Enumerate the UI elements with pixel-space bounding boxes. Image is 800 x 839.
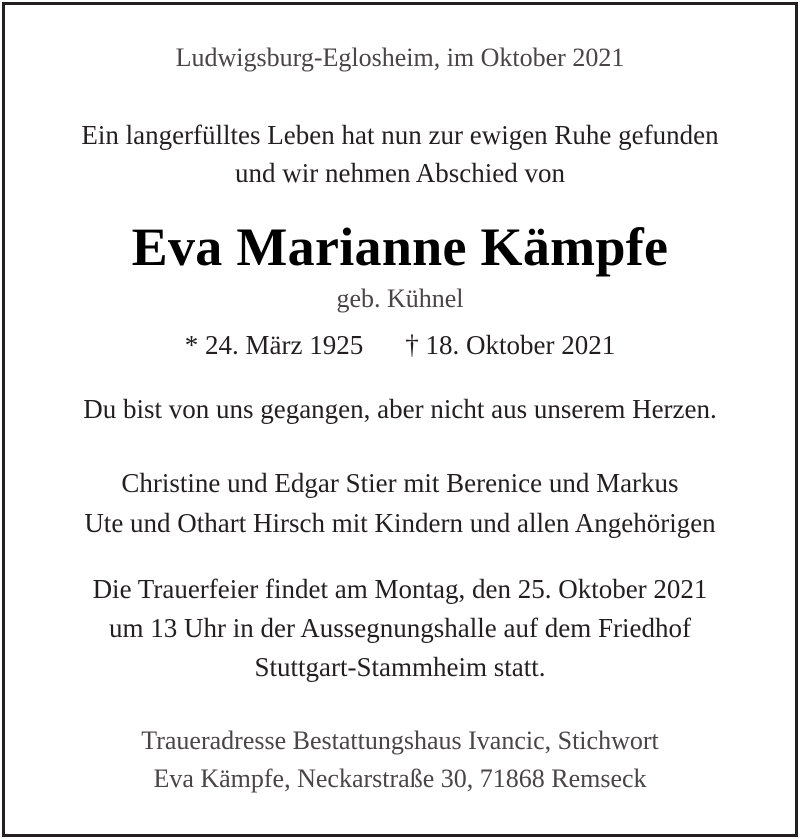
- service-line-3: Stuttgart-Stammheim statt.: [254, 652, 546, 682]
- life-dates: [0, 332, 800, 359]
- address-line-2: Eva Kämpfe, Neckarstraße 30, 71868 Remseck: [153, 764, 647, 793]
- birth-date: * 24. März 1925: [184, 330, 364, 360]
- address-line-1: Traueradresse Bestattungshaus Ivancic, Stichwort: [141, 726, 659, 755]
- mourners-line-2: Ute und Othart Hirsch mit Kindern und allen Angehörigen: [84, 508, 716, 538]
- death-date: † 18. Oktober 2021: [405, 330, 616, 360]
- mourners-line-1: Christine und Edgar Stier mit Berenice und Markus: [121, 468, 679, 498]
- memorial-quote: Du bist von uns gegangen, aber nicht aus unserem Herzen.: [83, 394, 717, 424]
- deceased-name: Eva Marianne Kämpfe: [131, 217, 669, 277]
- place-date: Ludwigsburg-Eglosheim, im Oktober 2021: [175, 43, 625, 72]
- intro-line-1: Ein langerfülltes Leben hat nun zur ewigen Ruhe gefunden: [81, 120, 719, 150]
- service-line-2: um 13 Uhr in der Aussegnungshalle auf dem Friedhof: [109, 613, 691, 643]
- maiden-name: geb. Kühnel: [336, 284, 464, 313]
- intro-line-2: und wir nehmen Abschied von: [235, 158, 565, 188]
- service-line-1: Die Trauerfeier findet am Montag, den 25. Oktober 2021: [92, 574, 708, 604]
